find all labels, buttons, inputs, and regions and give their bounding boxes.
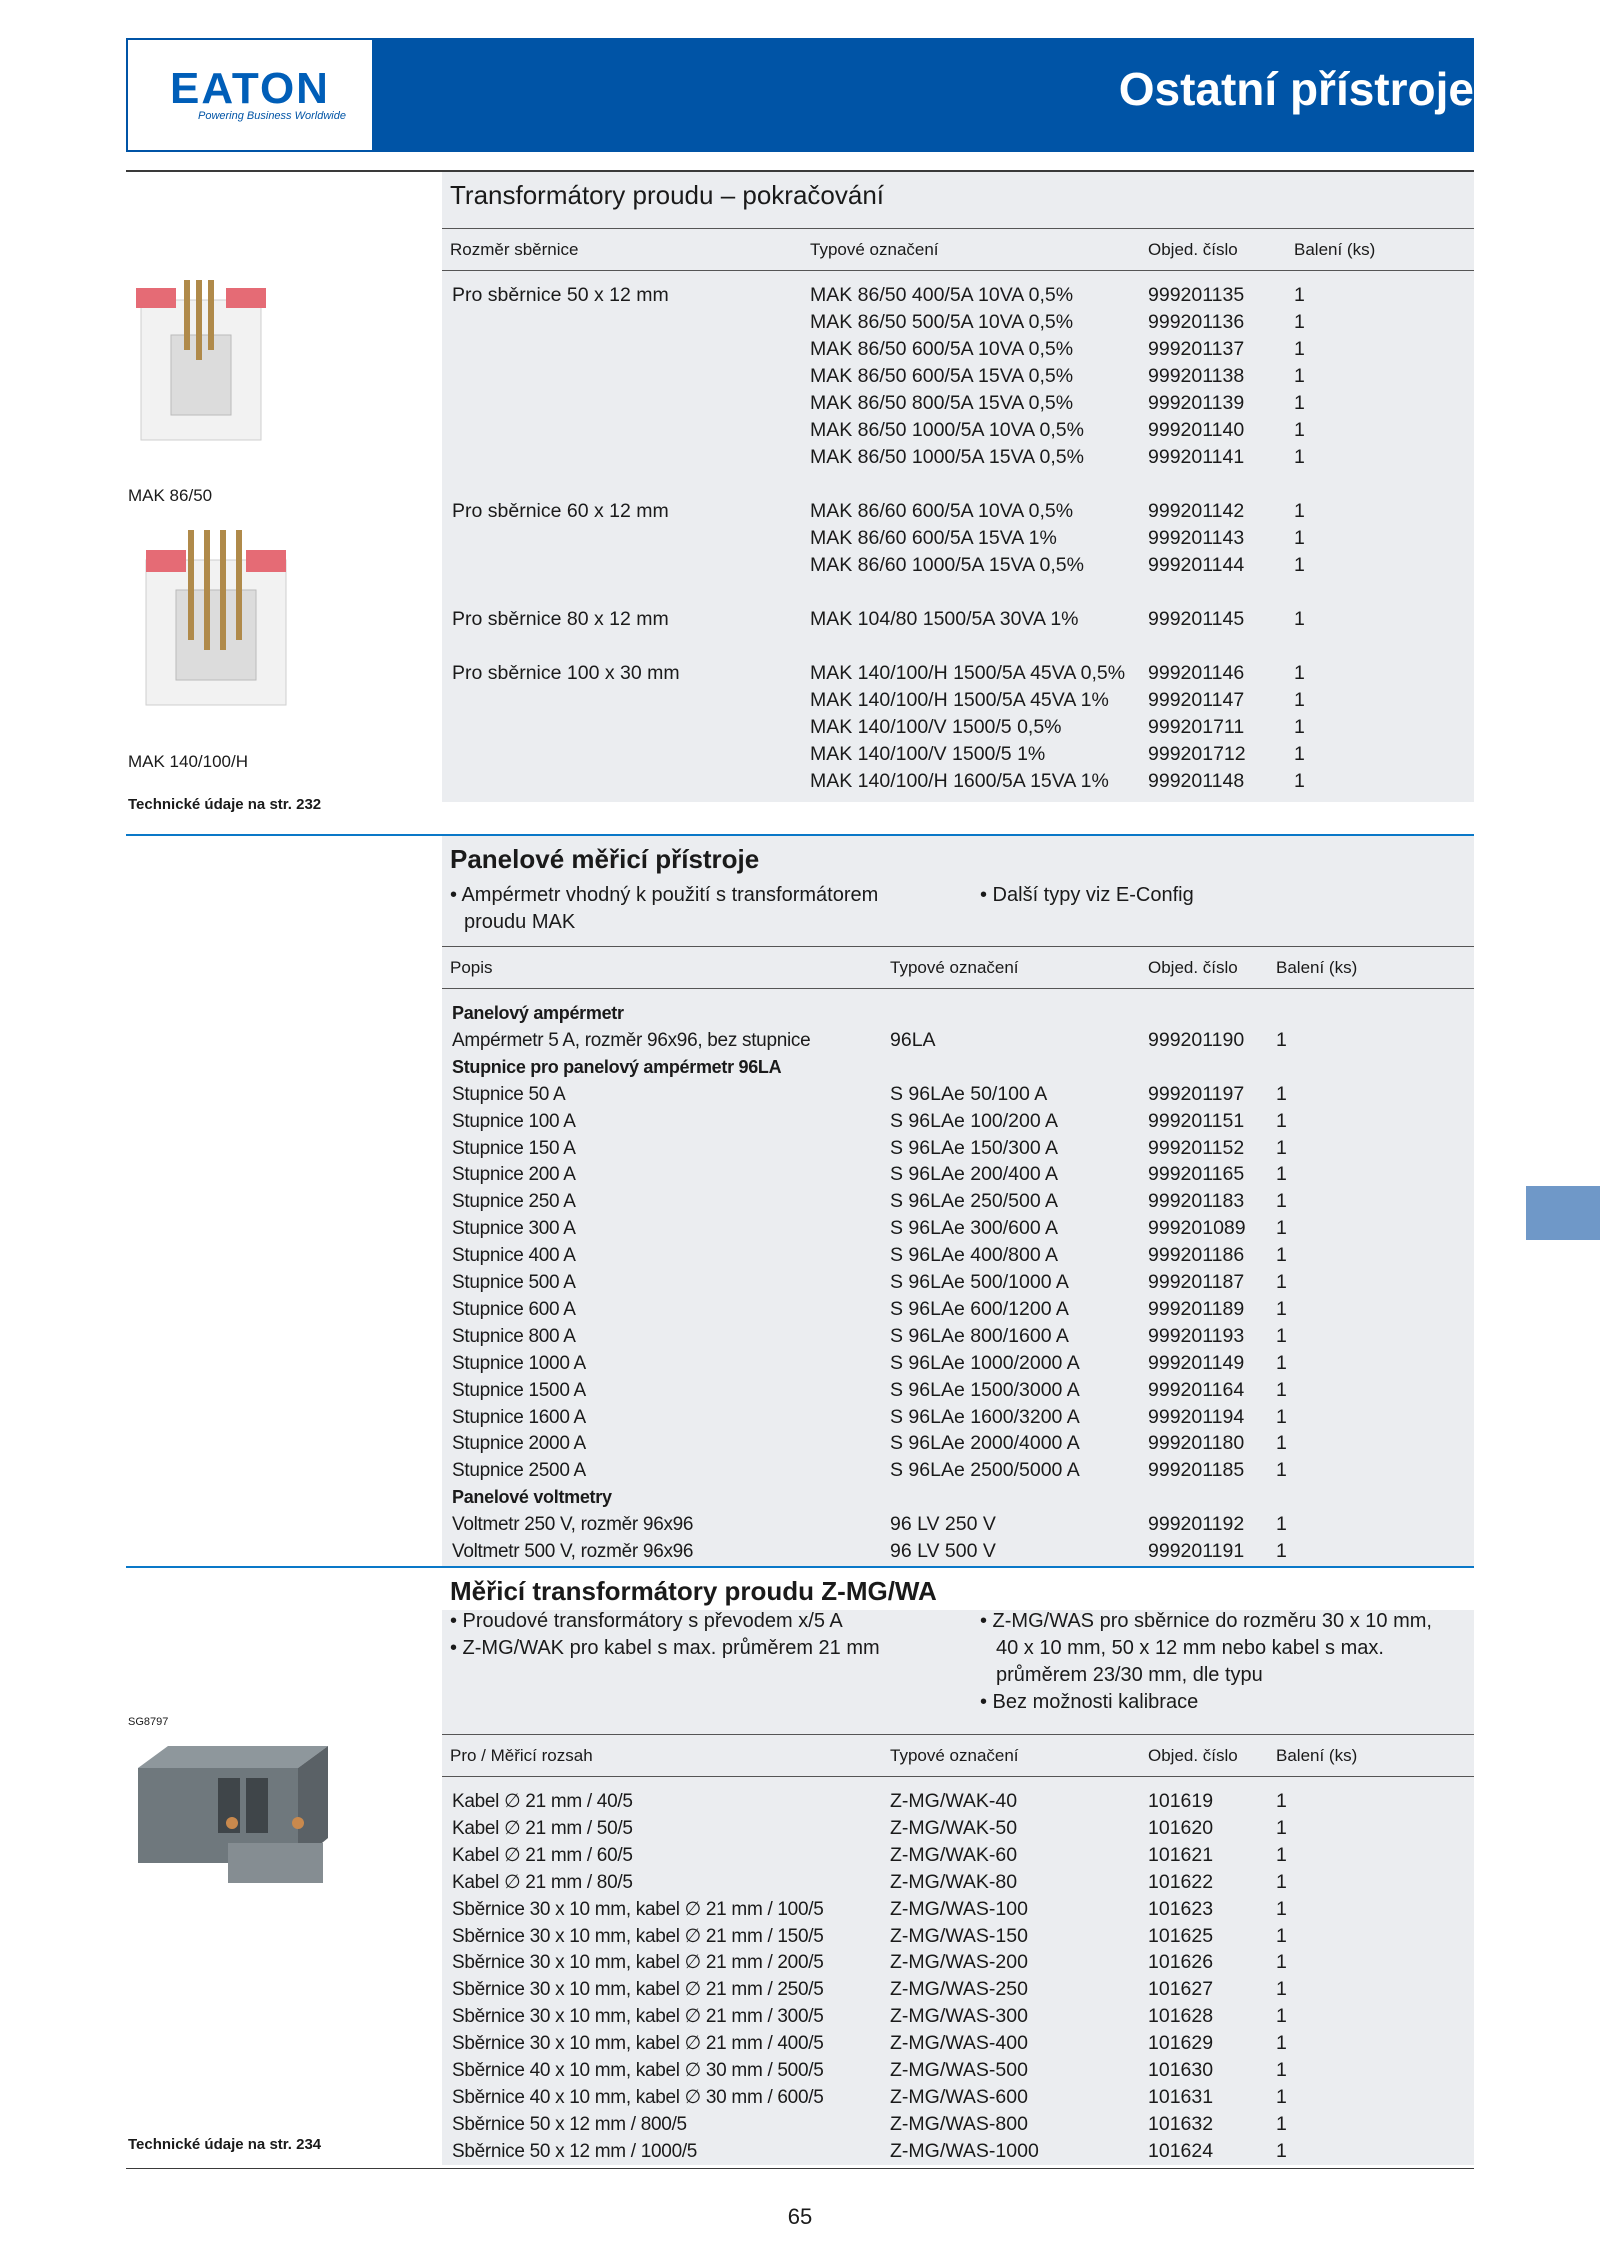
- s2-order: 999201193: [1148, 1325, 1245, 1347]
- section1-columns-rule: [442, 270, 1474, 271]
- s3-type: Z-MG/WAS-150: [890, 1925, 1028, 1947]
- s2-pack: 1: [1276, 1244, 1287, 1266]
- s2-order: 999201187: [1148, 1271, 1245, 1293]
- s2-order: 999201180: [1148, 1432, 1245, 1454]
- s1-order: 999201138: [1148, 365, 1245, 387]
- s2-order: 999201151: [1148, 1110, 1245, 1132]
- s3-col-order: Objed. číslo: [1148, 1746, 1238, 1765]
- footer-rule: [126, 2168, 1474, 2169]
- s2-pack: 1: [1276, 1163, 1287, 1185]
- s1-col-order: Objed. číslo: [1148, 240, 1238, 259]
- s3-pack: 1: [1276, 1790, 1287, 1812]
- s1-order: 999201146: [1148, 662, 1245, 684]
- s3-col-pack: Balení (ks): [1276, 1746, 1358, 1765]
- s3-col-type: Typové označení: [890, 1746, 1019, 1765]
- s3-order: 101627: [1148, 1978, 1214, 2000]
- s1-pack: 1: [1294, 419, 1305, 441]
- s1-group-label: Pro sběrnice 100 x 30 mm: [452, 662, 680, 684]
- s1-pack: 1: [1294, 500, 1305, 522]
- s2-pack: 1: [1276, 1540, 1287, 1562]
- s1-pack: 1: [1294, 284, 1305, 306]
- s2-pack: 1: [1276, 1379, 1287, 1401]
- s3-pack: 1: [1276, 2140, 1287, 2162]
- s3-pack: 1: [1276, 1817, 1287, 1839]
- s3-range: Kabel ∅ 21 mm / 80/5: [452, 1872, 633, 1893]
- s3-order: 101623: [1148, 1898, 1214, 1920]
- s2-pack: 1: [1276, 1406, 1287, 1428]
- s3-pack: 1: [1276, 2032, 1287, 2054]
- s1-order: 999201712: [1148, 743, 1246, 765]
- s3-order: 101625: [1148, 1925, 1214, 1947]
- s3-range: Sběrnice 30 x 10 mm, kabel ∅ 21 mm / 200/5: [452, 1952, 824, 1973]
- s2-order: 999201189: [1148, 1298, 1245, 1320]
- s1-type: MAK 86/60 1000/5A 15VA 0,5%: [810, 554, 1084, 576]
- s3-pack: 1: [1276, 1978, 1287, 2000]
- section2-title: Panelové měřicí přístroje: [450, 844, 760, 874]
- s1-type: MAK 140/100/V 1500/5 0,5%: [810, 716, 1062, 738]
- s3-pack: 1: [1276, 1871, 1287, 1893]
- s2-type: 96 LV 250 V: [890, 1513, 996, 1535]
- s2-order: 999201197: [1148, 1083, 1245, 1105]
- mak-140-100-h-transformer-image: [136, 530, 296, 710]
- s2-pack: 1: [1276, 1083, 1287, 1105]
- s3-range: Sběrnice 40 x 10 mm, kabel ∅ 30 mm / 500/5: [452, 2060, 824, 2081]
- s3-pack: 1: [1276, 1951, 1287, 1973]
- s1-col-size: Rozměr sběrnice: [450, 240, 579, 259]
- s3-type: Z-MG/WAS-300: [890, 2005, 1028, 2027]
- section3-title: Měřicí transformátory proudu Z-MG/WA: [450, 1576, 937, 1606]
- s1-type: MAK 86/50 600/5A 10VA 0,5%: [810, 338, 1074, 360]
- section3-rule: [126, 1566, 1474, 1568]
- s1-order: 999201144: [1148, 554, 1245, 576]
- s2-pack: 1: [1276, 1352, 1287, 1374]
- s2-order: 999201164: [1148, 1379, 1245, 1401]
- s3-range: Sběrnice 30 x 10 mm, kabel ∅ 21 mm / 100/5: [452, 1899, 824, 1920]
- s2-desc: Stupnice 1000 A: [452, 1353, 586, 1374]
- s1-type: MAK 86/50 500/5A 10VA 0,5%: [810, 311, 1074, 333]
- s2-col-type: Typové označení: [890, 958, 1019, 977]
- s1-pack: 1: [1294, 365, 1305, 387]
- s2-desc: Stupnice 2500 A: [452, 1460, 586, 1481]
- s1-group-label: Pro sběrnice 80 x 12 mm: [452, 608, 669, 630]
- s2-type: S 96LAe 250/500 A: [890, 1190, 1059, 1212]
- s2-type: S 96LAe 1600/3200 A: [890, 1406, 1080, 1428]
- s2-col-order: Objed. číslo: [1148, 958, 1238, 977]
- s1-type: MAK 86/50 400/5A 10VA 0,5%: [810, 284, 1074, 306]
- s2-order: 999201190: [1148, 1029, 1245, 1051]
- s3-range: Sběrnice 30 x 10 mm, kabel ∅ 21 mm / 150/5: [452, 1926, 824, 1947]
- s1-pack: 1: [1294, 743, 1305, 765]
- section3-bullet-right-4: • Bez možnosti kalibrace: [980, 1691, 1199, 1713]
- caption-mak-140-100-h: MAK 140/100/H: [128, 752, 249, 771]
- s3-pack: 1: [1276, 2005, 1287, 2027]
- s2-desc: Stupnice 400 A: [452, 1245, 576, 1266]
- s2-desc: Stupnice 1600 A: [452, 1407, 586, 1428]
- s2-order: 999201089: [1148, 1217, 1246, 1239]
- s1-type: MAK 86/50 1000/5A 15VA 0,5%: [810, 446, 1084, 468]
- s3-col-range: Pro / Měřicí rozsah: [450, 1746, 593, 1765]
- s3-range: Kabel ∅ 21 mm / 50/5: [452, 1818, 633, 1839]
- s2-pack: 1: [1276, 1459, 1287, 1481]
- s3-type: Z-MG/WAK-80: [890, 1871, 1018, 1893]
- s2-type: S 96LAe 600/1200 A: [890, 1298, 1069, 1320]
- s3-pack: 1: [1276, 1925, 1287, 1947]
- s3-type: Z-MG/WAS-200: [890, 1951, 1028, 1973]
- s1-pack: 1: [1294, 392, 1305, 414]
- s2-desc: Stupnice 800 A: [452, 1326, 576, 1347]
- page-number: 65: [787, 2204, 813, 2229]
- s3-type: Z-MG/WAS-800: [890, 2113, 1028, 2135]
- s2-pack: 1: [1276, 1137, 1287, 1159]
- s2-group-heading: Stupnice pro panelový ampérmetr 96LA: [452, 1057, 782, 1077]
- s1-type: MAK 86/50 1000/5A 10VA 0,5%: [810, 419, 1084, 441]
- s3-range: Kabel ∅ 21 mm / 60/5: [452, 1845, 633, 1866]
- s1-order: 999201147: [1148, 689, 1245, 711]
- s1-type: MAK 86/50 600/5A 15VA 0,5%: [810, 365, 1074, 387]
- section3-bullet-right-1: • Z-MG/WAS pro sběrnice do rozměru 30 x 10 mm,: [980, 1610, 1432, 1632]
- page-title: Ostatní přístroje: [1118, 63, 1474, 115]
- s3-pack: 1: [1276, 2059, 1287, 2081]
- section2-columns-rule: [442, 988, 1474, 989]
- s1-pack: 1: [1294, 770, 1305, 792]
- s2-pack: 1: [1276, 1513, 1287, 1535]
- image-code: SG8797: [128, 1716, 169, 1728]
- s2-type: S 96LAe 2500/5000 A: [890, 1459, 1080, 1481]
- s1-pack: 1: [1294, 662, 1305, 684]
- s3-type: Z-MG/WAS-600: [890, 2086, 1028, 2108]
- s3-pack: 1: [1276, 2086, 1287, 2108]
- s3-type: Z-MG/WAK-60: [890, 1844, 1018, 1866]
- s1-type: MAK 140/100/V 1500/5 1%: [810, 743, 1046, 765]
- s1-pack: 1: [1294, 311, 1305, 333]
- section3-columns-rule: [442, 1776, 1474, 1777]
- s1-order: 999201143: [1148, 527, 1245, 549]
- s3-pack: 1: [1276, 2113, 1287, 2135]
- section3-bullet-right-2: 40 x 10 mm, 50 x 12 mm nebo kabel s max.: [996, 1637, 1384, 1659]
- s3-pack: 1: [1276, 1844, 1287, 1866]
- chapter-side-tab: [1526, 1186, 1600, 1240]
- s3-order: 101630: [1148, 2059, 1214, 2081]
- tech-ref-234: Technické údaje na str. 234: [128, 2136, 322, 2153]
- s3-order: 101626: [1148, 1951, 1214, 1973]
- s1-pack: 1: [1294, 446, 1305, 468]
- s2-pack: 1: [1276, 1432, 1287, 1454]
- s1-type: MAK 86/60 600/5A 10VA 0,5%: [810, 500, 1074, 522]
- s2-type: S 96LAe 200/400 A: [890, 1163, 1059, 1185]
- s3-range: Sběrnice 40 x 10 mm, kabel ∅ 30 mm / 600/5: [452, 2087, 824, 2108]
- section1-header-rule: [442, 228, 1474, 229]
- s2-type: S 96LAe 1500/3000 A: [890, 1379, 1080, 1401]
- s3-order: 101629: [1148, 2032, 1214, 2054]
- s2-desc: Stupnice 250 A: [452, 1191, 576, 1212]
- s1-order: 999201141: [1148, 446, 1245, 468]
- s2-order: 999201194: [1148, 1406, 1245, 1428]
- s3-order: 101619: [1148, 1790, 1214, 1812]
- s2-order: 999201192: [1148, 1513, 1245, 1535]
- s2-type: S 96LAe 50/100 A: [890, 1083, 1048, 1105]
- s3-order: 101628: [1148, 2005, 1214, 2027]
- s2-col-desc: Popis: [450, 958, 493, 977]
- s2-desc: Stupnice 200 A: [452, 1164, 576, 1185]
- s2-type: S 96LAe 2000/4000 A: [890, 1432, 1080, 1454]
- s3-range: Sběrnice 30 x 10 mm, kabel ∅ 21 mm / 400/5: [452, 2033, 824, 2054]
- logo-tagline: Powering Business Worldwide: [198, 110, 346, 122]
- section2-header-rule: [442, 946, 1474, 947]
- s3-pack: 1: [1276, 1898, 1287, 1920]
- s1-pack: 1: [1294, 338, 1305, 360]
- s2-desc: Stupnice 50 A: [452, 1084, 566, 1105]
- s2-desc: Stupnice 150 A: [452, 1138, 576, 1159]
- s2-type: S 96LAe 300/600 A: [890, 1217, 1059, 1239]
- s3-order: 101624: [1148, 2140, 1214, 2162]
- s2-group-heading: Panelový ampérmetr: [452, 1003, 624, 1023]
- s3-range: Sběrnice 30 x 10 mm, kabel ∅ 21 mm / 300/5: [452, 2006, 824, 2027]
- s1-order: 999201137: [1148, 338, 1245, 360]
- s1-type: MAK 140/100/H 1600/5A 15VA 1%: [810, 770, 1109, 792]
- s2-pack: 1: [1276, 1110, 1287, 1132]
- section3-bullet-left-2: • Z-MG/WAK pro kabel s max. průměrem 21 mm: [450, 1637, 880, 1659]
- s2-col-pack: Balení (ks): [1276, 958, 1358, 977]
- s2-desc: Stupnice 500 A: [452, 1272, 576, 1293]
- s2-pack: 1: [1276, 1029, 1287, 1051]
- s1-group-label: Pro sběrnice 60 x 12 mm: [452, 500, 669, 522]
- s3-range: Sběrnice 30 x 10 mm, kabel ∅ 21 mm / 250/5: [452, 1979, 824, 2000]
- s1-pack: 1: [1294, 689, 1305, 711]
- section2-bullet-left-2: proudu MAK: [464, 911, 576, 933]
- s2-type: S 96LAe 800/1600 A: [890, 1325, 1069, 1347]
- s2-type: S 96LAe 100/200 A: [890, 1110, 1059, 1132]
- section1-title: Transformátory proudu – pokračování: [450, 180, 885, 210]
- s2-pack: 1: [1276, 1298, 1287, 1320]
- s3-type: Z-MG/WAS-250: [890, 1978, 1028, 2000]
- s1-col-pack: Balení (ks): [1294, 240, 1376, 259]
- s2-desc: Voltmetr 500 V, rozměr 96x96: [452, 1541, 694, 1562]
- s1-order: 999201711: [1148, 716, 1245, 738]
- s2-pack: 1: [1276, 1190, 1287, 1212]
- s3-order: 101622: [1148, 1871, 1214, 1893]
- s3-order: 101632: [1148, 2113, 1214, 2135]
- s1-col-type: Typové označení: [810, 240, 939, 259]
- s3-type: Z-MG/WAS-100: [890, 1898, 1028, 1920]
- section3-bullet-right-3: průměrem 23/30 mm, dle typu: [996, 1664, 1263, 1686]
- section3-header-rule: [442, 1734, 1474, 1735]
- s1-type: MAK 104/80 1500/5A 30VA 1%: [810, 608, 1079, 630]
- s2-desc: Voltmetr 250 V, rozměr 96x96: [452, 1514, 694, 1535]
- s1-type: MAK 86/50 800/5A 15VA 0,5%: [810, 392, 1074, 414]
- s3-range: Kabel ∅ 21 mm / 40/5: [452, 1791, 633, 1812]
- s2-desc: Stupnice 100 A: [452, 1111, 576, 1132]
- s2-order: 999201183: [1148, 1190, 1245, 1212]
- s3-order: 101620: [1148, 1817, 1214, 1839]
- s1-type: MAK 140/100/H 1500/5A 45VA 0,5%: [810, 662, 1126, 684]
- s1-pack: 1: [1294, 527, 1305, 549]
- s2-desc: Stupnice 1500 A: [452, 1380, 586, 1401]
- s2-pack: 1: [1276, 1271, 1287, 1293]
- s2-type: 96LA: [890, 1029, 936, 1051]
- s2-order: 999201191: [1148, 1540, 1245, 1562]
- s1-order: 999201139: [1148, 392, 1245, 414]
- caption-mak-86-50: MAK 86/50: [128, 486, 213, 505]
- s3-range: Sběrnice 50 x 12 mm / 800/5: [452, 2114, 687, 2135]
- s2-type: S 96LAe 150/300 A: [890, 1137, 1059, 1159]
- s1-pack: 1: [1294, 608, 1305, 630]
- mak-86-50-transformer-image: [126, 280, 276, 450]
- s1-order: 999201145: [1148, 608, 1245, 630]
- s3-type: Z-MG/WAK-50: [890, 1817, 1018, 1839]
- s2-order: 999201185: [1148, 1459, 1245, 1481]
- s2-desc: Stupnice 300 A: [452, 1218, 576, 1239]
- s1-order: 999201148: [1148, 770, 1245, 792]
- z-mg-wa-transformer-image: [128, 1738, 348, 1888]
- s1-order: 999201140: [1148, 419, 1245, 441]
- s2-order: 999201152: [1148, 1137, 1245, 1159]
- s3-order: 101631: [1148, 2086, 1214, 2108]
- s1-order: 999201136: [1148, 311, 1245, 333]
- s2-desc: Stupnice 600 A: [452, 1299, 576, 1320]
- s2-type: S 96LAe 400/800 A: [890, 1244, 1059, 1266]
- eaton-logo: EATON: [170, 64, 330, 113]
- s2-pack: 1: [1276, 1217, 1287, 1239]
- s1-order: 999201142: [1148, 500, 1245, 522]
- s1-type: MAK 140/100/H 1500/5A 45VA 1%: [810, 689, 1109, 711]
- s2-desc: Stupnice 2000 A: [452, 1433, 586, 1454]
- s2-desc: Ampérmetr 5 A, rozměr 96x96, bez stupnice: [452, 1030, 811, 1051]
- tech-ref-232: Technické údaje na str. 232: [128, 796, 322, 813]
- s3-type: Z-MG/WAS-400: [890, 2032, 1028, 2054]
- s2-order: 999201149: [1148, 1352, 1245, 1374]
- s2-type: S 96LAe 1000/2000 A: [890, 1352, 1080, 1374]
- s2-order: 999201165: [1148, 1163, 1245, 1185]
- section3-bullet-left-1: • Proudové transformátory s převodem x/5 A: [450, 1610, 843, 1632]
- s3-range: Sběrnice 50 x 12 mm / 1000/5: [452, 2141, 698, 2162]
- s1-group-label: Pro sběrnice 50 x 12 mm: [452, 284, 669, 306]
- s2-pack: 1: [1276, 1325, 1287, 1347]
- s2-group-heading: Panelové voltmetry: [452, 1487, 612, 1507]
- s1-pack: 1: [1294, 716, 1305, 738]
- s1-type: MAK 86/60 600/5A 15VA 1%: [810, 527, 1057, 549]
- s3-type: Z-MG/WAS-500: [890, 2059, 1028, 2081]
- s3-type: Z-MG/WAS-1000: [890, 2140, 1039, 2162]
- s1-pack: 1: [1294, 554, 1305, 576]
- section2-bullet-right-1: • Další typy viz E-Config: [980, 884, 1194, 906]
- s3-order: 101621: [1148, 1844, 1214, 1866]
- s2-type: 96 LV 500 V: [890, 1540, 996, 1562]
- section2-bullet-left-1: • Ampérmetr vhodný k použití s transformátorem: [450, 884, 879, 906]
- s2-order: 999201186: [1148, 1244, 1245, 1266]
- s1-order: 999201135: [1148, 284, 1245, 306]
- s3-type: Z-MG/WAK-40: [890, 1790, 1018, 1812]
- s2-type: S 96LAe 500/1000 A: [890, 1271, 1069, 1293]
